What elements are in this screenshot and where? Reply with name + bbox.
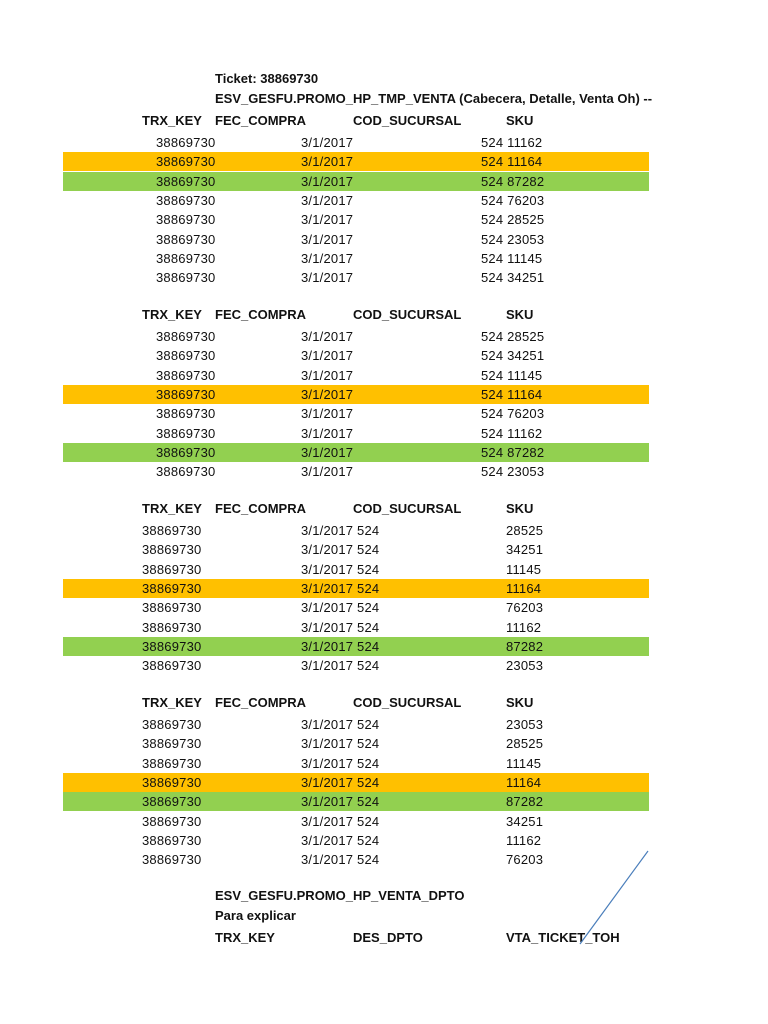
sku-cell: 34251 bbox=[506, 813, 544, 829]
trx-cell: 38869730 bbox=[142, 774, 202, 790]
fec-compra-cell: 3/1/2017 bbox=[301, 250, 354, 266]
header-sku: SKU bbox=[506, 501, 534, 516]
trx-cell: 38869730 bbox=[142, 794, 202, 810]
trx-cell: 38869730 bbox=[156, 231, 216, 247]
sku-cell: 23053 bbox=[506, 658, 544, 674]
footer-note: Para explicar bbox=[215, 908, 296, 923]
fec-compra-cell: 3/1/2017 524 bbox=[301, 542, 380, 558]
sku-cell: 524 23053 bbox=[481, 231, 545, 247]
footer-table-name: ESV_GESFU.PROMO_HP_VENTA_DPTO bbox=[215, 888, 465, 903]
sku-cell: 524 28525 bbox=[481, 212, 545, 228]
trx-cell: 38869730 bbox=[142, 813, 202, 829]
sku-cell: 11162 bbox=[506, 832, 542, 848]
sku-cell: 34251 bbox=[506, 542, 544, 558]
sku-cell: 28525 bbox=[506, 523, 544, 538]
trx-cell: 38869730 bbox=[156, 135, 216, 150]
header-cod-sucursal: COD_SUCURSAL bbox=[353, 307, 462, 322]
trx-cell: 38869730 bbox=[156, 192, 216, 208]
fec-compra-cell: 3/1/2017 524 bbox=[301, 794, 380, 810]
trx-cell: 38869730 bbox=[142, 580, 202, 596]
fec-compra-cell: 3/1/2017 524 bbox=[301, 774, 380, 790]
trx-cell: 38869730 bbox=[156, 250, 216, 266]
header-cod-sucursal: COD_SUCURSAL bbox=[353, 501, 462, 516]
trx-cell: 38869730 bbox=[142, 736, 202, 752]
sku-cell: 524 76203 bbox=[481, 192, 545, 208]
trx-cell: 38869730 bbox=[156, 367, 216, 383]
fec-compra-cell: 3/1/2017 bbox=[301, 386, 354, 402]
fec-compra-cell: 3/1/2017 bbox=[301, 406, 354, 422]
header-fec-compra: FEC_COMPRA bbox=[215, 307, 307, 322]
header-trx-key: TRX_KEY bbox=[142, 695, 202, 710]
fec-compra-cell: 3/1/2017 bbox=[301, 270, 354, 286]
fec-compra-cell: 3/1/2017 524 bbox=[301, 523, 380, 538]
sku-cell: 524 34251 bbox=[481, 348, 545, 364]
sku-cell: 524 11145 bbox=[481, 250, 543, 266]
trx-cell: 38869730 bbox=[142, 600, 202, 616]
sku-cell: 87282 bbox=[506, 794, 544, 810]
trx-cell: 38869730 bbox=[156, 173, 216, 189]
table-name-line: ESV_GESFU.PROMO_HP_TMP_VENTA (Cabecera, Detalle, Venta Oh) -- bbox=[215, 91, 653, 106]
fec-compra-cell: 3/1/2017 524 bbox=[301, 580, 380, 596]
header-trx-key: TRX_KEY bbox=[142, 307, 202, 322]
trx-cell: 38869730 bbox=[156, 386, 216, 402]
fec-compra-cell: 3/1/2017 524 bbox=[301, 717, 380, 732]
footer-header-trx-key: TRX_KEY bbox=[215, 930, 275, 945]
trx-cell: 38869730 bbox=[142, 542, 202, 558]
sku-cell: 11145 bbox=[506, 755, 542, 771]
trx-cell: 38869730 bbox=[156, 464, 216, 480]
sku-cell: 524 11164 bbox=[481, 154, 543, 170]
fec-compra-cell: 3/1/2017 524 bbox=[301, 638, 380, 654]
trx-cell: 38869730 bbox=[142, 619, 202, 635]
header-cod-sucursal: COD_SUCURSAL bbox=[353, 113, 462, 128]
sku-cell: 524 76203 bbox=[481, 406, 545, 422]
ticket-line: Ticket: 38869730 bbox=[215, 71, 319, 86]
sku-cell: 11164 bbox=[506, 774, 542, 790]
sku-cell: 11162 bbox=[506, 619, 542, 635]
fec-compra-cell: 3/1/2017 524 bbox=[301, 561, 380, 577]
fec-compra-cell: 3/1/2017 524 bbox=[301, 852, 380, 868]
trx-cell: 38869730 bbox=[142, 755, 202, 771]
trx-cell: 38869730 bbox=[156, 154, 216, 170]
trx-cell: 38869730 bbox=[156, 212, 216, 228]
sku-cell: 524 23053 bbox=[481, 464, 545, 480]
sku-cell: 524 28525 bbox=[481, 329, 545, 344]
fec-compra-cell: 3/1/2017 bbox=[301, 192, 354, 208]
fec-compra-cell: 3/1/2017 bbox=[301, 231, 354, 247]
sku-cell: 28525 bbox=[506, 736, 544, 752]
sku-cell: 524 11162 bbox=[481, 425, 543, 441]
sku-cell: 524 87282 bbox=[481, 173, 545, 189]
trx-cell: 38869730 bbox=[156, 406, 216, 422]
fec-compra-cell: 3/1/2017 bbox=[301, 367, 354, 383]
sku-cell: 11145 bbox=[506, 561, 542, 577]
trx-cell: 38869730 bbox=[156, 444, 216, 460]
sku-cell: 11164 bbox=[506, 580, 542, 596]
pen-stroke bbox=[580, 851, 648, 944]
header-sku: SKU bbox=[506, 695, 534, 710]
fec-compra-cell: 3/1/2017 bbox=[301, 329, 354, 344]
fec-compra-cell: 3/1/2017 bbox=[301, 212, 354, 228]
trx-cell: 38869730 bbox=[142, 852, 202, 868]
footer-header-des-dpto: DES_DPTO bbox=[353, 930, 423, 945]
sku-cell: 524 11162 bbox=[481, 135, 543, 150]
trx-cell: 38869730 bbox=[142, 561, 202, 577]
footer-header-vta-ticket-toh: VTA_TICKET_TOH bbox=[506, 930, 620, 945]
header-trx-key: TRX_KEY bbox=[142, 501, 202, 516]
fec-compra-cell: 3/1/2017 524 bbox=[301, 832, 380, 848]
header-sku: SKU bbox=[506, 113, 534, 128]
trx-cell: 38869730 bbox=[156, 329, 216, 344]
header-sku: SKU bbox=[506, 307, 534, 322]
sku-cell: 524 11145 bbox=[481, 367, 543, 383]
fec-compra-cell: 3/1/2017 524 bbox=[301, 755, 380, 771]
header-fec-compra: FEC_COMPRA bbox=[215, 501, 307, 516]
sku-cell: 76203 bbox=[506, 600, 544, 616]
trx-cell: 38869730 bbox=[142, 638, 202, 654]
fec-compra-cell: 3/1/2017 bbox=[301, 425, 354, 441]
header-fec-compra: FEC_COMPRA bbox=[215, 113, 307, 128]
trx-cell: 38869730 bbox=[142, 658, 202, 674]
fec-compra-cell: 3/1/2017 524 bbox=[301, 736, 380, 752]
fec-compra-cell: 3/1/2017 bbox=[301, 135, 354, 150]
header-trx-key: TRX_KEY bbox=[142, 113, 202, 128]
fec-compra-cell: 3/1/2017 524 bbox=[301, 619, 380, 635]
sku-cell: 23053 bbox=[506, 717, 544, 732]
sku-cell: 87282 bbox=[506, 638, 544, 654]
fec-compra-cell: 3/1/2017 524 bbox=[301, 600, 380, 616]
trx-cell: 38869730 bbox=[156, 270, 216, 286]
trx-cell: 38869730 bbox=[156, 348, 216, 364]
fec-compra-cell: 3/1/2017 524 bbox=[301, 658, 380, 674]
fec-compra-cell: 3/1/2017 524 bbox=[301, 813, 380, 829]
trx-cell: 38869730 bbox=[142, 717, 202, 732]
trx-cell: 38869730 bbox=[142, 523, 202, 538]
fec-compra-cell: 3/1/2017 bbox=[301, 464, 354, 480]
fec-compra-cell: 3/1/2017 bbox=[301, 444, 354, 460]
fec-compra-cell: 3/1/2017 bbox=[301, 348, 354, 364]
sku-cell: 524 34251 bbox=[481, 270, 545, 286]
trx-cell: 38869730 bbox=[142, 832, 202, 848]
fec-compra-cell: 3/1/2017 bbox=[301, 173, 354, 189]
sku-cell: 524 87282 bbox=[481, 444, 545, 460]
fec-compra-cell: 3/1/2017 bbox=[301, 154, 354, 170]
trx-cell: 38869730 bbox=[156, 425, 216, 441]
header-fec-compra: FEC_COMPRA bbox=[215, 695, 307, 710]
sku-cell: 524 11164 bbox=[481, 386, 543, 402]
header-cod-sucursal: COD_SUCURSAL bbox=[353, 695, 462, 710]
sku-cell: 76203 bbox=[506, 852, 544, 868]
